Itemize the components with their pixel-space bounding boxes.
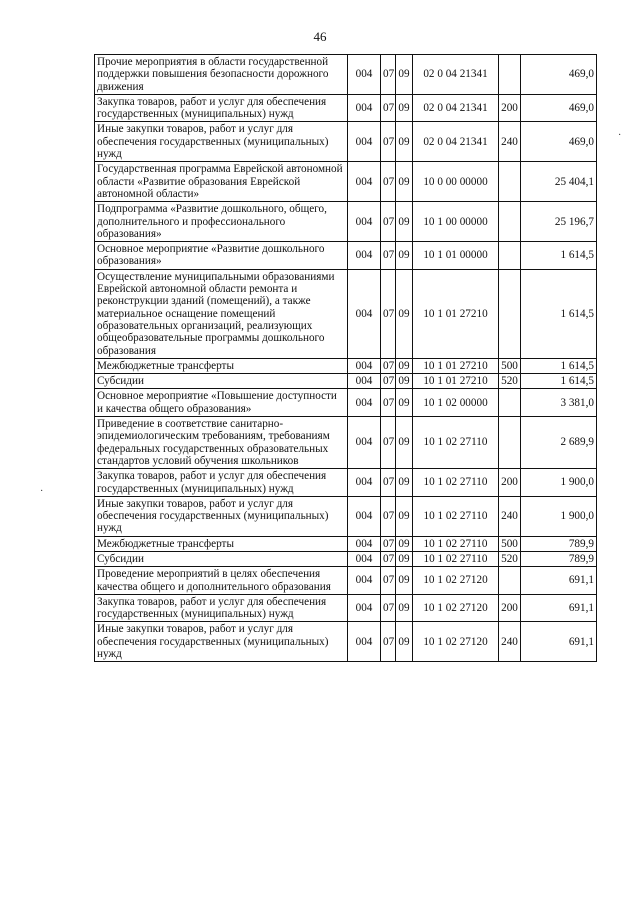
cell-expense-type: 520: [499, 374, 521, 389]
cell-subsection: 09: [396, 536, 413, 551]
cell-target-article: 10 1 02 27120: [413, 567, 499, 595]
cell-subsection: 09: [396, 94, 413, 122]
cell-ministry-code: 004: [348, 594, 381, 622]
cell-ministry-code: 004: [348, 242, 381, 270]
cell-expense-type: 200: [499, 469, 521, 497]
table-row: [95, 94, 597, 122]
cell-section: 07: [381, 358, 396, 373]
cell-name: Проведение мероприятий в целях обеспечения качества общего и дополнительного образования: [95, 567, 348, 595]
cell-ministry-code: 004: [348, 162, 381, 202]
cell-subsection: 09: [396, 389, 413, 417]
cell-amount: 469,0: [521, 122, 597, 162]
cell-name: Субсидии: [95, 551, 348, 566]
cell-name: Основное мероприятие «Повышение доступности и качества общего образования»: [95, 389, 348, 417]
cell-target-article: 02 0 04 21341: [413, 55, 499, 95]
cell-subsection: 09: [396, 417, 413, 469]
cell-section: 07: [381, 594, 396, 622]
table-row: [95, 358, 597, 373]
cell-target-article: 10 0 00 00000: [413, 162, 499, 202]
cell-subsection: 09: [396, 202, 413, 242]
cell-amount: 789,9: [521, 536, 597, 551]
cell-section: 07: [381, 55, 396, 95]
table-row: [95, 594, 597, 622]
cell-section: 07: [381, 122, 396, 162]
cell-expense-type: 240: [499, 122, 521, 162]
cell-target-article: 02 0 04 21341: [413, 122, 499, 162]
cell-amount: 469,0: [521, 55, 597, 95]
cell-expense-type: [499, 162, 521, 202]
cell-target-article: 02 0 04 21341: [413, 94, 499, 122]
cell-section: 07: [381, 551, 396, 566]
cell-target-article: 10 1 01 27210: [413, 358, 499, 373]
cell-target-article: 10 1 02 27110: [413, 496, 499, 536]
cell-amount: 1 614,5: [521, 269, 597, 358]
cell-amount: 469,0: [521, 94, 597, 122]
cell-expense-type: [499, 202, 521, 242]
cell-section: 07: [381, 202, 396, 242]
cell-ministry-code: 004: [348, 202, 381, 242]
cell-expense-type: 200: [499, 94, 521, 122]
cell-expense-type: [499, 389, 521, 417]
cell-target-article: 10 1 02 27120: [413, 622, 499, 662]
cell-expense-type: [499, 567, 521, 595]
cell-target-article: 10 1 00 00000: [413, 202, 499, 242]
cell-name: Иные закупки товаров, работ и услуг для обеспечения государственных (муниципальных) нужд: [95, 622, 348, 662]
cell-ministry-code: 004: [348, 417, 381, 469]
cell-expense-type: [499, 242, 521, 270]
cell-expense-type: 500: [499, 358, 521, 373]
table-row: [95, 202, 597, 242]
cell-target-article: 10 1 02 27110: [413, 469, 499, 497]
scan-dot: ·: [40, 486, 44, 497]
cell-name: Субсидии: [95, 374, 348, 389]
cell-expense-type: [499, 269, 521, 358]
cell-ministry-code: 004: [348, 55, 381, 95]
cell-target-article: 10 1 02 27120: [413, 594, 499, 622]
cell-name: Государственная программа Еврейской автономной области «Развитие образования Еврейской автономной области»: [95, 162, 348, 202]
table-row: [95, 567, 597, 595]
table-row: [95, 551, 597, 566]
table-row: [95, 417, 597, 469]
cell-subsection: 09: [396, 594, 413, 622]
cell-section: 07: [381, 389, 396, 417]
table-row: [95, 622, 597, 662]
table-row: [95, 496, 597, 536]
cell-section: 07: [381, 622, 396, 662]
cell-subsection: 09: [396, 496, 413, 536]
table-row: [95, 536, 597, 551]
cell-subsection: 09: [396, 269, 413, 358]
cell-ministry-code: 004: [348, 358, 381, 373]
cell-expense-type: [499, 417, 521, 469]
cell-amount: 789,9: [521, 551, 597, 566]
table-body: [95, 55, 597, 662]
table-row: [95, 374, 597, 389]
cell-section: 07: [381, 469, 396, 497]
cell-name: Прочие мероприятия в области государственной поддержки повышения безопасности дорожного движения: [95, 55, 348, 95]
cell-amount: 1 614,5: [521, 358, 597, 373]
cell-amount: 25 196,7: [521, 202, 597, 242]
cell-name: Закупка товаров, работ и услуг для обеспечения государственных (муниципальных) нужд: [95, 94, 348, 122]
cell-expense-type: 200: [499, 594, 521, 622]
cell-subsection: 09: [396, 374, 413, 389]
cell-amount: 691,1: [521, 567, 597, 595]
table-row: [95, 389, 597, 417]
cell-name: Основное мероприятие «Развитие дошкольного образования»: [95, 242, 348, 270]
cell-amount: 2 689,9: [521, 417, 597, 469]
cell-target-article: 10 1 02 00000: [413, 389, 499, 417]
cell-name: Приведение в соответствие санитарно-эпидемиологическим требованиям, требованиям федеральных государственных образовательных стандартов условий обучения школьников: [95, 417, 348, 469]
cell-amount: 25 404,1: [521, 162, 597, 202]
cell-ministry-code: 004: [348, 389, 381, 417]
cell-section: 07: [381, 242, 396, 270]
cell-ministry-code: 004: [348, 94, 381, 122]
cell-expense-type: 240: [499, 622, 521, 662]
cell-amount: 1 614,5: [521, 374, 597, 389]
cell-subsection: 09: [396, 567, 413, 595]
cell-subsection: 09: [396, 242, 413, 270]
cell-target-article: 10 1 01 00000: [413, 242, 499, 270]
cell-section: 07: [381, 94, 396, 122]
cell-section: 07: [381, 417, 396, 469]
cell-target-article: 10 1 01 27210: [413, 269, 499, 358]
cell-name: Осуществление муниципальными образованиями Еврейской автономной области ремонта и реконструкции зданий (помещений), а также материальное оснащение помещений образовательных организаций, реализующих общеобразовательные программы дошкольного образования: [95, 269, 348, 358]
cell-name: Закупка товаров, работ и услуг для обеспечения государственных (муниципальных) нужд: [95, 469, 348, 497]
cell-amount: 691,1: [521, 622, 597, 662]
cell-section: 07: [381, 162, 396, 202]
cell-section: 07: [381, 269, 396, 358]
cell-expense-type: 520: [499, 551, 521, 566]
cell-ministry-code: 004: [348, 122, 381, 162]
table-row: [95, 242, 597, 270]
cell-ministry-code: 004: [348, 496, 381, 536]
budget-table: [94, 54, 597, 662]
cell-target-article: 10 1 02 27110: [413, 536, 499, 551]
cell-target-article: 10 1 02 27110: [413, 417, 499, 469]
cell-subsection: 09: [396, 162, 413, 202]
cell-ministry-code: 004: [348, 622, 381, 662]
cell-name: Закупка товаров, работ и услуг для обеспечения государственных (муниципальных) нужд: [95, 594, 348, 622]
cell-target-article: 10 1 01 27210: [413, 374, 499, 389]
cell-ministry-code: 004: [348, 567, 381, 595]
cell-amount: 1 900,0: [521, 496, 597, 536]
cell-target-article: 10 1 02 27110: [413, 551, 499, 566]
cell-ministry-code: 004: [348, 269, 381, 358]
cell-subsection: 09: [396, 55, 413, 95]
cell-expense-type: 500: [499, 536, 521, 551]
table-row: [95, 269, 597, 358]
cell-ministry-code: 004: [348, 551, 381, 566]
table-row: [95, 469, 597, 497]
cell-section: 07: [381, 496, 396, 536]
cell-section: 07: [381, 374, 396, 389]
cell-name: Иные закупки товаров, работ и услуг для обеспечения государственных (муниципальных) нужд: [95, 496, 348, 536]
cell-section: 07: [381, 536, 396, 551]
cell-amount: 691,1: [521, 594, 597, 622]
cell-subsection: 09: [396, 622, 413, 662]
cell-subsection: 09: [396, 551, 413, 566]
cell-amount: 1 900,0: [521, 469, 597, 497]
cell-name: Межбюджетные трансферты: [95, 358, 348, 373]
cell-ministry-code: 004: [348, 374, 381, 389]
cell-amount: 3 381,0: [521, 389, 597, 417]
cell-subsection: 09: [396, 469, 413, 497]
cell-subsection: 09: [396, 358, 413, 373]
cell-ministry-code: 004: [348, 536, 381, 551]
table-row: [95, 162, 597, 202]
page-number: 46: [313, 29, 327, 44]
cell-subsection: 09: [396, 122, 413, 162]
cell-name: Межбюджетные трансферты: [95, 536, 348, 551]
table-row: [95, 122, 597, 162]
cell-section: 07: [381, 567, 396, 595]
cell-amount: 1 614,5: [521, 242, 597, 270]
cell-name: Иные закупки товаров, работ и услуг для обеспечения государственных (муниципальных) нужд: [95, 122, 348, 162]
scan-dot: ·: [618, 130, 622, 141]
cell-expense-type: [499, 55, 521, 95]
cell-name: Подпрограмма «Развитие дошкольного, общего, дополнительного и профессионального образования»: [95, 202, 348, 242]
table-row: [95, 55, 597, 95]
cell-expense-type: 240: [499, 496, 521, 536]
cell-ministry-code: 004: [348, 469, 381, 497]
